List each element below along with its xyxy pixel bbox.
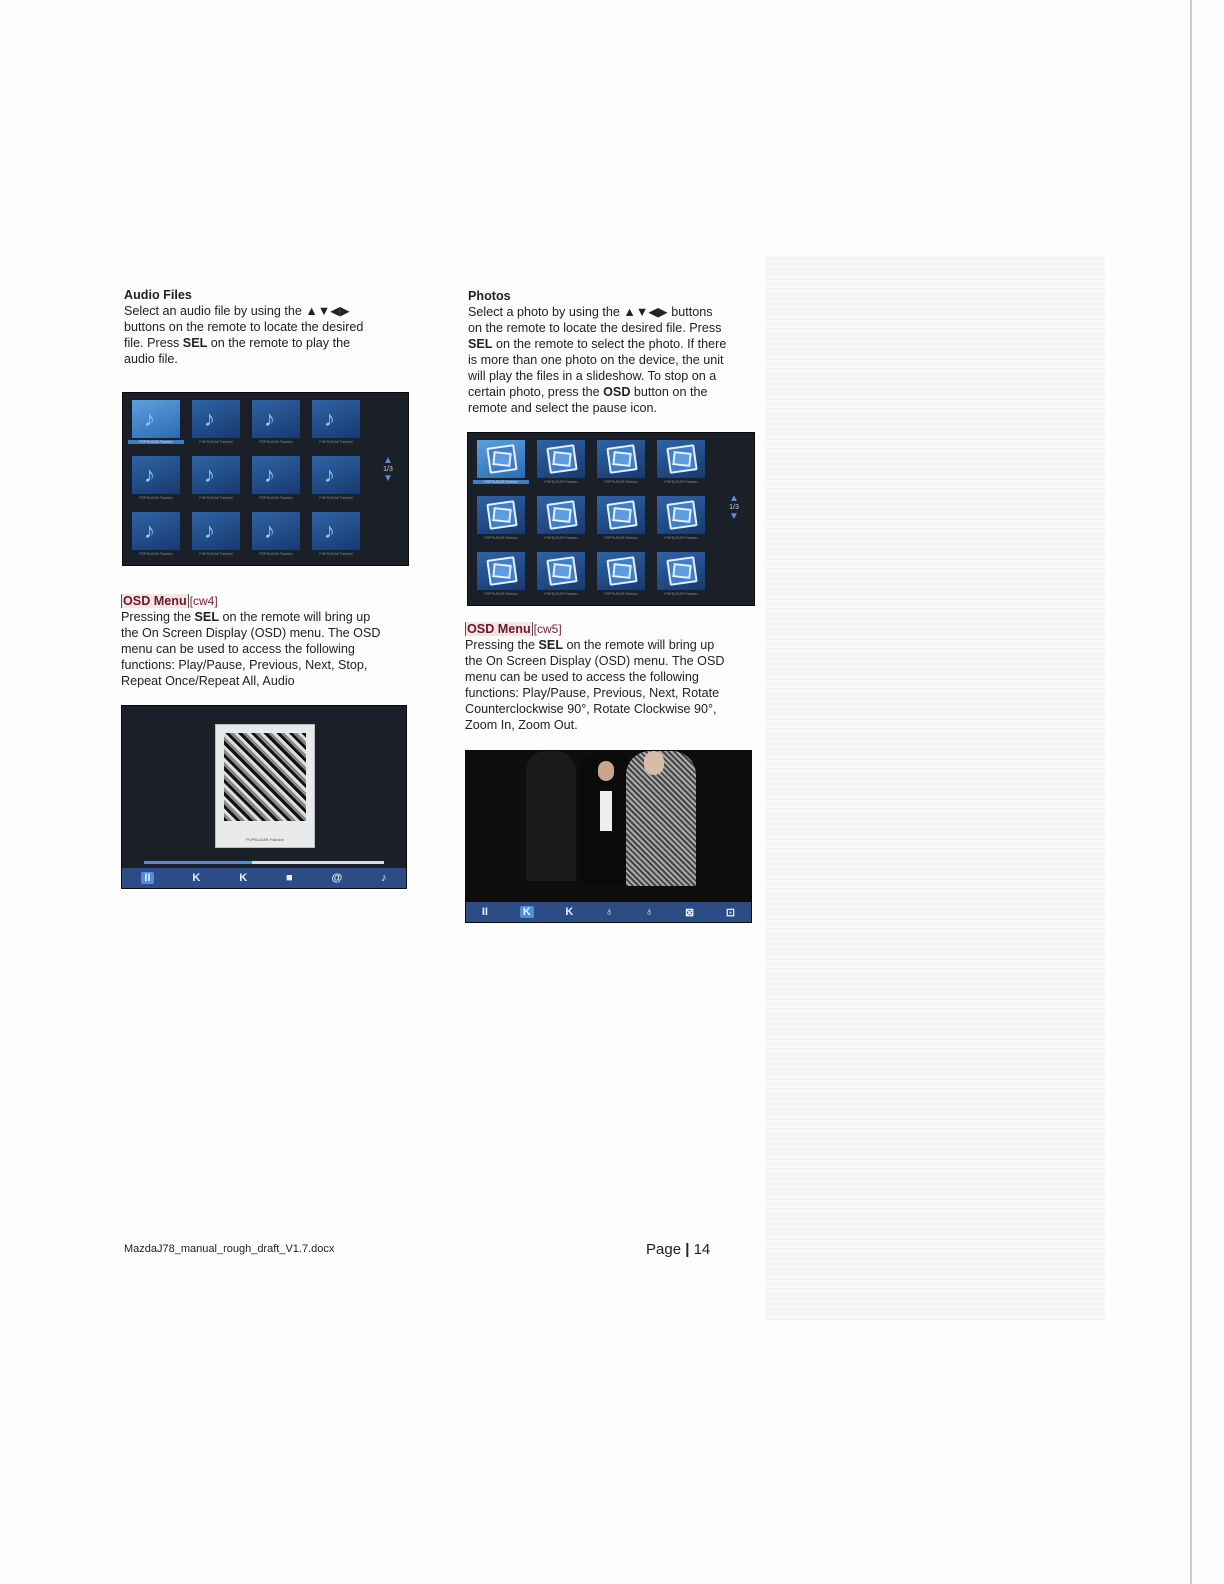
audio-tile[interactable] (132, 456, 180, 504)
audio-tile-caption: POPSUGAR Fashion (319, 440, 353, 444)
scan-shade (765, 255, 1105, 1320)
left-osd-line-1: Pressing the SEL on the remote will bring up (121, 610, 371, 624)
rotate-ccw-icon[interactable]: ♁ (605, 906, 614, 918)
music-note-icon: ♪ (204, 462, 215, 487)
audio-section (124, 287, 424, 367)
music-note-icon: ♪ (144, 518, 155, 543)
audio-tile[interactable] (192, 512, 240, 560)
photo-tile-caption: POPSUGAR Fashion (664, 536, 698, 540)
audio-tile[interactable] (252, 400, 300, 448)
page-down-icon[interactable]: ▼ (383, 473, 393, 484)
photo-line-5: will play the files in a slideshow. To stop on a (468, 369, 717, 383)
audio-icon[interactable]: ♪ (381, 872, 387, 884)
photo-tile-caption: POPSUGAR Fashion (544, 536, 578, 540)
zoom-in-icon[interactable]: ⊠ (684, 906, 695, 919)
photo-tile[interactable] (537, 552, 585, 600)
audio-tile[interactable] (192, 400, 240, 448)
photo-line-1: Select a photo by using the ▲▼◀▶ buttons (468, 305, 713, 319)
photo-tile[interactable] (597, 552, 645, 600)
photo-tile[interactable] (477, 440, 525, 488)
audio-tile[interactable] (252, 456, 300, 504)
photo-line-4: is more than one photo on the device, the unit (468, 353, 724, 367)
photo-section (468, 288, 768, 416)
left-osd-line-3: menu can be used to access the following (121, 642, 355, 656)
photo-tile-caption: POPSUGAR Fashion (544, 592, 578, 596)
audio-tile-caption: POPSUGAR Fashion (128, 440, 184, 444)
photo-page-label: 1/3 (729, 504, 739, 511)
photo-icon (666, 556, 697, 586)
page-edge (1190, 0, 1192, 1584)
audio-browser-screen (122, 392, 409, 566)
photo-tile-caption: POPSUGAR Fashion (484, 536, 518, 540)
music-note-icon: ♪ (264, 518, 275, 543)
audio-tile-caption: POPSUGAR Fashion (259, 496, 293, 500)
photo-tile[interactable] (537, 496, 585, 544)
photo-tile-caption: POPSUGAR Fashion (604, 592, 638, 596)
album-photo (224, 733, 306, 821)
photo-tile[interactable] (477, 552, 525, 600)
repeat-icon[interactable]: @ (331, 872, 343, 884)
progress-bar[interactable] (144, 861, 384, 864)
audio-tile-caption: POPSUGAR Fashion (199, 496, 233, 500)
right-osd-line-4: functions: Play/Pause, Previous, Next, Rotate (465, 686, 720, 700)
photo-icon (546, 500, 577, 530)
music-note-icon: ♪ (264, 462, 275, 487)
photo-figure-right (626, 751, 696, 886)
audio-tile-caption: POPSUGAR Fashion (139, 552, 173, 556)
audio-tile[interactable] (192, 456, 240, 504)
play-pause-icon[interactable]: II (481, 906, 488, 918)
audio-tile[interactable] (312, 400, 360, 448)
footer-filename: MazdaJ78_manual_rough_draft_V1.7.docx (124, 1243, 335, 1255)
page-up-icon[interactable]: ▲ (729, 493, 739, 504)
audio-tile-caption: POPSUGAR Fashion (319, 552, 353, 556)
music-note-icon: ♪ (324, 518, 335, 543)
album-art (215, 724, 315, 848)
photo-osd-bar (466, 902, 751, 922)
page-down-icon[interactable]: ▼ (729, 511, 739, 522)
photo-icon (666, 444, 697, 474)
left-osd-line-5: Repeat Once/Repeat All, Audio (121, 674, 295, 688)
music-note-icon: ♪ (264, 406, 275, 431)
photo-tile[interactable] (657, 440, 705, 488)
photo-icon (546, 556, 577, 586)
right-osd-title: OSD Menu [cw5 ] (465, 621, 765, 637)
photo-browser-screen (467, 432, 755, 606)
right-osd-line-5: Counterclockwise 90°, Rotate Clockwise 90°, (465, 702, 717, 716)
photo-tile-caption: POPSUGAR Fashion (544, 480, 578, 484)
music-note-icon: ♪ (144, 406, 155, 431)
page-up-icon[interactable]: ▲ (383, 455, 393, 466)
music-note-icon: ♪ (324, 462, 335, 487)
audio-line-4: audio file. (124, 352, 178, 366)
left-osd-line-2: the On Screen Display (OSD) menu. The OSD (121, 626, 381, 640)
audio-tile[interactable] (132, 400, 180, 448)
photo-icon (606, 444, 637, 474)
photo-tile[interactable] (537, 440, 585, 488)
audio-tile-caption: POPSUGAR Fashion (259, 440, 293, 444)
audio-tile-caption: POPSUGAR Fashion (319, 496, 353, 500)
photo-icon (486, 500, 517, 530)
photo-tile-caption: POPSUGAR Fashion (664, 592, 698, 596)
audio-title: Audio Files (124, 288, 192, 302)
audio-tile[interactable] (312, 512, 360, 560)
photo-tile[interactable] (657, 496, 705, 544)
photo-line-3: SEL on the remote to select the photo. If there (468, 337, 727, 351)
right-osd-line-3: menu can be used to access the following (465, 670, 699, 684)
photo-icon (606, 500, 637, 530)
photo-icon (666, 500, 697, 530)
photo-viewer-screen (465, 750, 752, 923)
audio-line-3: file. Press SEL on the remote to play the (124, 336, 351, 350)
photo-grid (477, 440, 705, 600)
audio-pager (381, 455, 395, 484)
left-osd-title: OSD Menu [cw4 ] (121, 593, 421, 609)
photo-tile-caption: POPSUGAR Fashion (484, 592, 518, 596)
previous-icon[interactable]: K (192, 872, 201, 884)
audio-player-screen (121, 705, 407, 889)
audio-line-1: Select an audio file by using the ▲▼◀▶ (124, 304, 350, 318)
audio-tile-caption: POPSUGAR Fashion (199, 552, 233, 556)
photo-figure-left (526, 751, 576, 881)
left-osd-section (121, 593, 421, 689)
music-note-icon: ♪ (204, 406, 215, 431)
audio-osd-bar (122, 868, 406, 888)
audio-tile[interactable] (312, 456, 360, 504)
next-icon[interactable]: K (239, 872, 248, 884)
music-note-icon: ♪ (144, 462, 155, 487)
photo-pager (727, 493, 741, 522)
audio-tile-caption: POPSUGAR Fashion (139, 496, 173, 500)
audio-page-label: 1/3 (383, 466, 393, 473)
rotate-cw-icon[interactable]: ♁ (645, 906, 654, 918)
photo-tile-caption: POPSUGAR Fashion (664, 480, 698, 484)
right-osd-line-2: the On Screen Display (OSD) menu. The OSD (465, 654, 725, 668)
photo-title: Photos (468, 289, 511, 303)
previous-icon[interactable]: K (520, 906, 534, 918)
audio-line-2: buttons on the remote to locate the desired (124, 320, 364, 334)
music-note-icon: ♪ (204, 518, 215, 543)
photo-tile[interactable] (477, 496, 525, 544)
photo-tile-caption: POPSUGAR Fashion (604, 480, 638, 484)
play-pause-icon[interactable]: II (141, 872, 153, 884)
zoom-out-icon[interactable]: ⊡ (725, 906, 736, 919)
page-number: Page | 14 (646, 1241, 711, 1258)
stop-icon[interactable]: ■ (285, 872, 293, 884)
next-icon[interactable]: K (565, 906, 574, 918)
photo-tile[interactable] (597, 440, 645, 488)
audio-tile[interactable] (252, 512, 300, 560)
audio-tile-caption: POPSUGAR Fashion (259, 552, 293, 556)
music-note-icon: ♪ (324, 406, 335, 431)
audio-tile-caption: POPSUGAR Fashion (199, 440, 233, 444)
right-osd-section (465, 621, 765, 733)
photo-icon (606, 556, 637, 586)
photo-icon (486, 556, 517, 586)
photo-line-6: certain photo, press the OSD button on the (468, 385, 708, 399)
photo-tile-caption: POPSUGAR Fashion (604, 536, 638, 540)
audio-tile[interactable] (132, 512, 180, 560)
photo-tile-caption: POPSUGAR Fashion (473, 480, 529, 484)
photo-icon (486, 444, 517, 474)
right-osd-line-1: Pressing the SEL on the remote will bring up (465, 638, 715, 652)
photo-line-2: on the remote to locate the desired file. Press (468, 321, 722, 335)
left-osd-line-4: functions: Play/Pause, Previous, Next, Stop, (121, 658, 368, 672)
comment-marker: [cw4 ] (188, 594, 218, 608)
comment-marker: [cw5 ] (532, 622, 562, 636)
photo-line-7: remote and select the pause icon. (468, 401, 658, 415)
player-caption: POPSUGAR Fashion (245, 837, 284, 842)
photo-tile[interactable] (597, 496, 645, 544)
right-osd-line-6: Zoom In, Zoom Out. (465, 718, 578, 732)
audio-grid (132, 400, 360, 560)
photo-tile[interactable] (657, 552, 705, 600)
photo-icon (546, 444, 577, 474)
